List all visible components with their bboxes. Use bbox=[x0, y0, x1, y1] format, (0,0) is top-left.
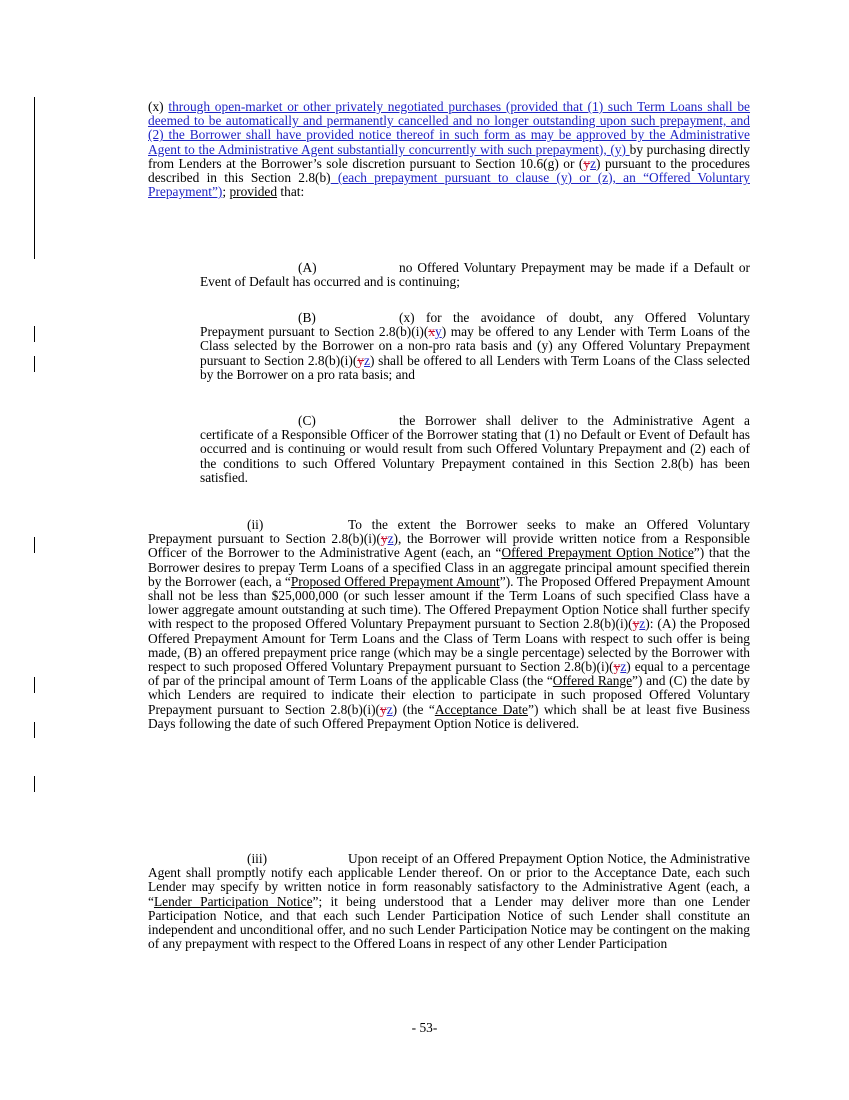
defined-term: Acceptance Date bbox=[434, 701, 529, 717]
page-number: - 53- bbox=[411, 1020, 438, 1035]
inserted-text: z bbox=[639, 616, 646, 632]
deleted-text: y bbox=[613, 659, 621, 675]
paragraph-x: (x) through open-market or other privately negotiated purchases (provided that (1) such Term Loans shall be deemed to be automatically and permanently cancelled and no longer outstanding upon such prepayment, and (2) the Borrower shall have provided notice thereof in such form as may be approved by the Administrative Agent to the Administrative Agent substantially concurrently with such prepayment), (y) by purchasing directly from Lenders at the Borrower’s sole discretion pursuant to Section 10.6(g) or (yz) pursuant to the procedures described in this Section 2.8(b) (each prepayment pursuant to clause (y) or (z), an “Offered Voluntary Prepayment”); provided that: bbox=[148, 99, 751, 200]
inserted-text: z bbox=[386, 701, 393, 717]
change-bar bbox=[34, 326, 35, 342]
inserted-text: (each prepayment pursuant to clause (y) or (z), an “Offered Voluntary Prepayment”) bbox=[148, 170, 750, 200]
clause-a: (A) no Offered Voluntary Prepayment may be made if a Default or Event of Default has occurred and is continuing; bbox=[200, 260, 750, 290]
deleted-text: y bbox=[632, 616, 640, 632]
change-bar bbox=[34, 722, 35, 738]
change-bar bbox=[34, 537, 35, 553]
paragraph-ii: (ii) To the extent the Borrower seeks to make an Offered Voluntary Prepayment pursuant to Section 2.8(b)(i)(yz), the Borrower will provide written notice from a Responsible Officer of the Borrower to the Administrative Agent (each, an “Offered Prepayment Option Notice”) that the Borrower desires to prepay Term Loans of a specified Class in an aggregate principal amount specified therein by the Borrower (each, a “Proposed Offered Prepayment Amount”). The Proposed Offered Prepayment Amount shall not be less than $25,000,000 (or such lesser amount if the Term Loans of such specified Class have a lower aggregate amount outstanding at such time). The Offered Prepayment Option Notice shall further specify with respect to the proposed Offered Voluntary Prepayment pursuant to Section 2.8(b)(i)(yz): (A) the Proposed Offered Prepayment Amount for Term Loans and the Class of Term Loans with respect to such offer is being made, (B) an offered prepayment price range (which may be a single percentage) selected by the Borrower with respect to such proposed Offered Voluntary Prepayment pursuant to Section 2.8(b)(i)(yz) equal to a percentage of par of the principal amount of Term Loans of the applicable Class (the “Offered Range”) and (C) the date by which Lenders are required to indicate their election to participate in such proposed Offered Voluntary Prepayment pursuant to Section 2.8(b)(i)(yz) (the “Acceptance Date”) which shall be at least five Business Days following the date of such Offered Prepayment Option Notice is delivered. bbox=[148, 517, 751, 731]
defined-term: Offered Range bbox=[552, 673, 633, 689]
inserted-text: z bbox=[620, 659, 627, 675]
inserted-text: z bbox=[590, 155, 597, 171]
clause-c: (C) the Borrower shall deliver to the Administrative Agent a certificate of a Responsible Officer of the Borrower stating that (1) no Default or Event of Default has occurred and is continuing or would result from such Offered Voluntary Prepayment and (2) each of the conditions to such Offered Voluntary Prepayment contained in this Section 2.8(b) has been satisfied. bbox=[200, 413, 750, 485]
deleted-text: y bbox=[583, 155, 591, 171]
inserted-text: z bbox=[387, 531, 394, 547]
paragraph-iii: (iii) Upon receipt of an Offered Prepayment Option Notice, the Administrative Agent shall promptly notify each applicable Lender thereof. On or prior to the Acceptance Date, each such Lender may specify by written notice in form reasonably satisfactory to the Administrative Agent (each, a “Lender Participation Notice”; it being understood that a Lender may deliver more than one Lender Participation Notice, and that each such Lender Participation Notice of such Lender shall constitute an independent and unconditional offer, and no such Lender Participation Notice may be contingent on the making of any prepayment with respect to the Offered Loans in respect of any other Lender Participation bbox=[148, 851, 750, 952]
defined-term: Proposed Offered Prepayment Amount bbox=[290, 573, 500, 589]
inserted-text: y bbox=[435, 324, 442, 340]
defined-term: provided bbox=[229, 184, 278, 200]
deleted-text: x bbox=[428, 324, 436, 340]
deleted-text: y bbox=[379, 701, 387, 717]
defined-term: Offered Prepayment Option Notice bbox=[501, 545, 694, 561]
change-bar bbox=[34, 356, 35, 372]
inserted-text: z bbox=[364, 352, 370, 368]
inserted-text: through open-market or other privately negotiated purchases (provided that (1) such Term Loans shall be deemed to be automatically and permanently cancelled and no longer outstanding upon such prepayment, and (2) the Borrower shall have provided notice thereof in such form as may be approved by the Administrative Agent to the Administrative Agent substantially concurrently with such prepayment), (y) bbox=[148, 99, 751, 157]
deleted-text: y bbox=[357, 352, 364, 368]
clause-b: (B) (x) for the avoidance of doubt, any Offered Voluntary Prepayment pursuant to Section 2.8(b)(i)(xy) may be offered to any Lender with Term Loans of the Class selected by the Borrower on a non-pro rata basis and (y) any Offered Voluntary Prepayment pursuant to Section 2.8(b)(i)(yz) shall be offered to all Lenders with Term Loans of the Class selected by the Borrower on a pro rata basis; and bbox=[200, 310, 750, 382]
change-bar bbox=[34, 97, 35, 259]
change-bar bbox=[34, 677, 35, 693]
change-bar bbox=[34, 776, 35, 792]
deleted-text: y bbox=[380, 531, 388, 547]
defined-term: Lender Participation Notice bbox=[153, 893, 313, 909]
